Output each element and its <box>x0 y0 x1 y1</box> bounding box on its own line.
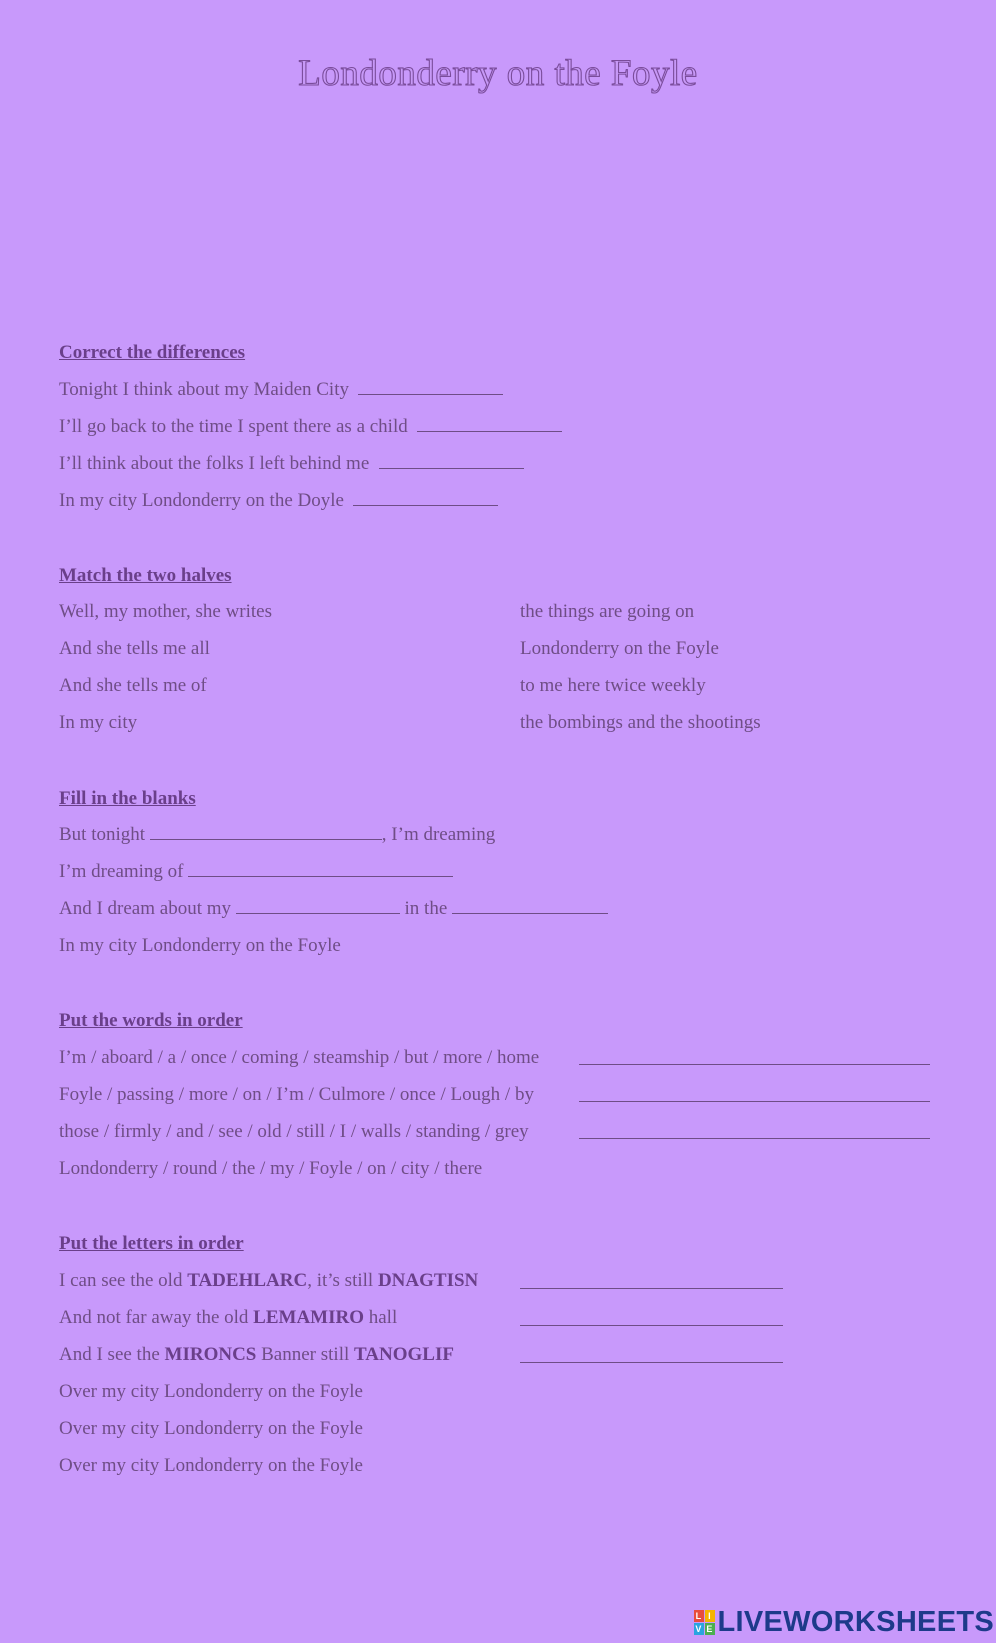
answer-line[interactable] <box>520 1325 783 1326</box>
fill-line-1 <box>59 824 495 846</box>
section-heading-fill-blanks: Fill in the blanks <box>59 788 196 809</box>
line-text: And not far away the old <box>59 1307 254 1328</box>
logo-text: LIVEWORKSHEETS <box>717 1605 994 1638</box>
match-right-4[interactable]: the bombings and the shootings <box>520 712 761 733</box>
page-edge <box>996 0 1000 1643</box>
worksheet-title: Londonderry on the Foyle <box>298 53 698 94</box>
letters-line-6: Over my city Londonderry on the Foyle <box>59 1455 363 1476</box>
words-order-line-3: those / firmly / and / see / old / still / I / walls / standing / grey <box>59 1121 529 1142</box>
letters-line-5: Over my city Londonderry on the Foyle <box>59 1418 363 1439</box>
answer-blank[interactable] <box>379 454 524 469</box>
scrambled-word: TADEHLARC <box>187 1270 308 1291</box>
answer-blank[interactable] <box>452 899 608 914</box>
section-heading-letters-order: Put the letters in order <box>59 1233 244 1254</box>
logo-letter: I <box>705 1610 715 1622</box>
answer-blank[interactable] <box>150 825 382 840</box>
line-text: in the <box>404 898 448 919</box>
match-right-2[interactable]: Londonderry on the Foyle <box>520 638 719 659</box>
answer-blank[interactable] <box>236 899 400 914</box>
line-text: And I dream about my <box>59 898 232 919</box>
answer-line[interactable] <box>520 1362 783 1363</box>
section-heading-match-halves: Match the two halves <box>59 565 232 586</box>
line-text: Banner still <box>256 1344 355 1365</box>
line-text: I’ll go back to the time I spent there as a child <box>59 416 408 437</box>
words-order-line-2: Foyle / passing / more / on / I’m / Culmore / once / Lough / by <box>59 1084 534 1105</box>
letters-line-3 <box>59 1344 454 1366</box>
line-text: Tonight I think about my Maiden City <box>59 379 349 400</box>
match-right-3[interactable]: to me here twice weekly <box>520 675 706 696</box>
differences-line-1 <box>59 379 503 401</box>
line-text: hall <box>364 1307 398 1328</box>
fill-line-2 <box>59 861 453 883</box>
logo-mark-icon <box>694 1610 715 1635</box>
line-text: But tonight <box>59 824 146 845</box>
match-left-4[interactable]: In my city <box>59 712 138 733</box>
scrambled-word: DNAGTISN <box>377 1270 479 1291</box>
line-text: I’ll think about the folks I left behind me <box>59 453 370 474</box>
answer-blank[interactable] <box>417 417 562 432</box>
answer-line[interactable] <box>579 1101 930 1102</box>
words-order-line-1: I’m / aboard / a / once / coming / steamship / but / more / home <box>59 1047 540 1068</box>
liveworksheets-logo <box>694 1605 995 1639</box>
section-heading-words-order: Put the words in order <box>59 1010 243 1031</box>
differences-line-3 <box>59 453 524 475</box>
answer-line[interactable] <box>520 1288 783 1289</box>
logo-letter: L <box>694 1610 704 1622</box>
section-heading-correct-differences: Correct the differences <box>59 342 246 363</box>
logo-letter: V <box>695 1623 702 1634</box>
letters-line-2 <box>59 1307 397 1329</box>
line-text: In my city Londonderry on the Doyle <box>59 490 344 511</box>
answer-blank[interactable] <box>358 380 503 395</box>
fill-line-3 <box>59 898 608 920</box>
line-text: And I see the <box>59 1344 165 1365</box>
answer-blank[interactable] <box>188 862 453 877</box>
line-text: I can see the old <box>59 1270 188 1291</box>
match-left-1[interactable]: Well, my mother, she writes <box>59 601 272 622</box>
line-text: , it’s still <box>307 1270 378 1291</box>
differences-line-4 <box>59 490 498 512</box>
scrambled-word: MIRONCS <box>164 1344 257 1365</box>
logo-letter: E <box>706 1623 713 1634</box>
match-right-1[interactable]: the things are going on <box>520 601 695 622</box>
scrambled-word: TANOGLIF <box>354 1344 454 1365</box>
answer-line[interactable] <box>579 1138 930 1139</box>
answer-blank[interactable] <box>353 491 498 506</box>
match-left-3[interactable]: And she tells me of <box>59 675 207 696</box>
line-text: I’m dreaming of <box>59 861 184 882</box>
words-order-line-4: Londonderry / round / the / my / Foyle / on / city / there <box>59 1158 483 1179</box>
letters-line-4: Over my city Londonderry on the Foyle <box>59 1381 363 1402</box>
differences-line-2 <box>59 416 562 438</box>
answer-line[interactable] <box>579 1064 930 1065</box>
match-left-2[interactable]: And she tells me all <box>59 638 210 659</box>
fill-line-4: In my city Londonderry on the Foyle <box>59 935 341 956</box>
line-text: , I’m dreaming <box>381 824 496 845</box>
scrambled-word: LEMAMIRO <box>253 1307 364 1328</box>
letters-line-1 <box>59 1270 478 1292</box>
